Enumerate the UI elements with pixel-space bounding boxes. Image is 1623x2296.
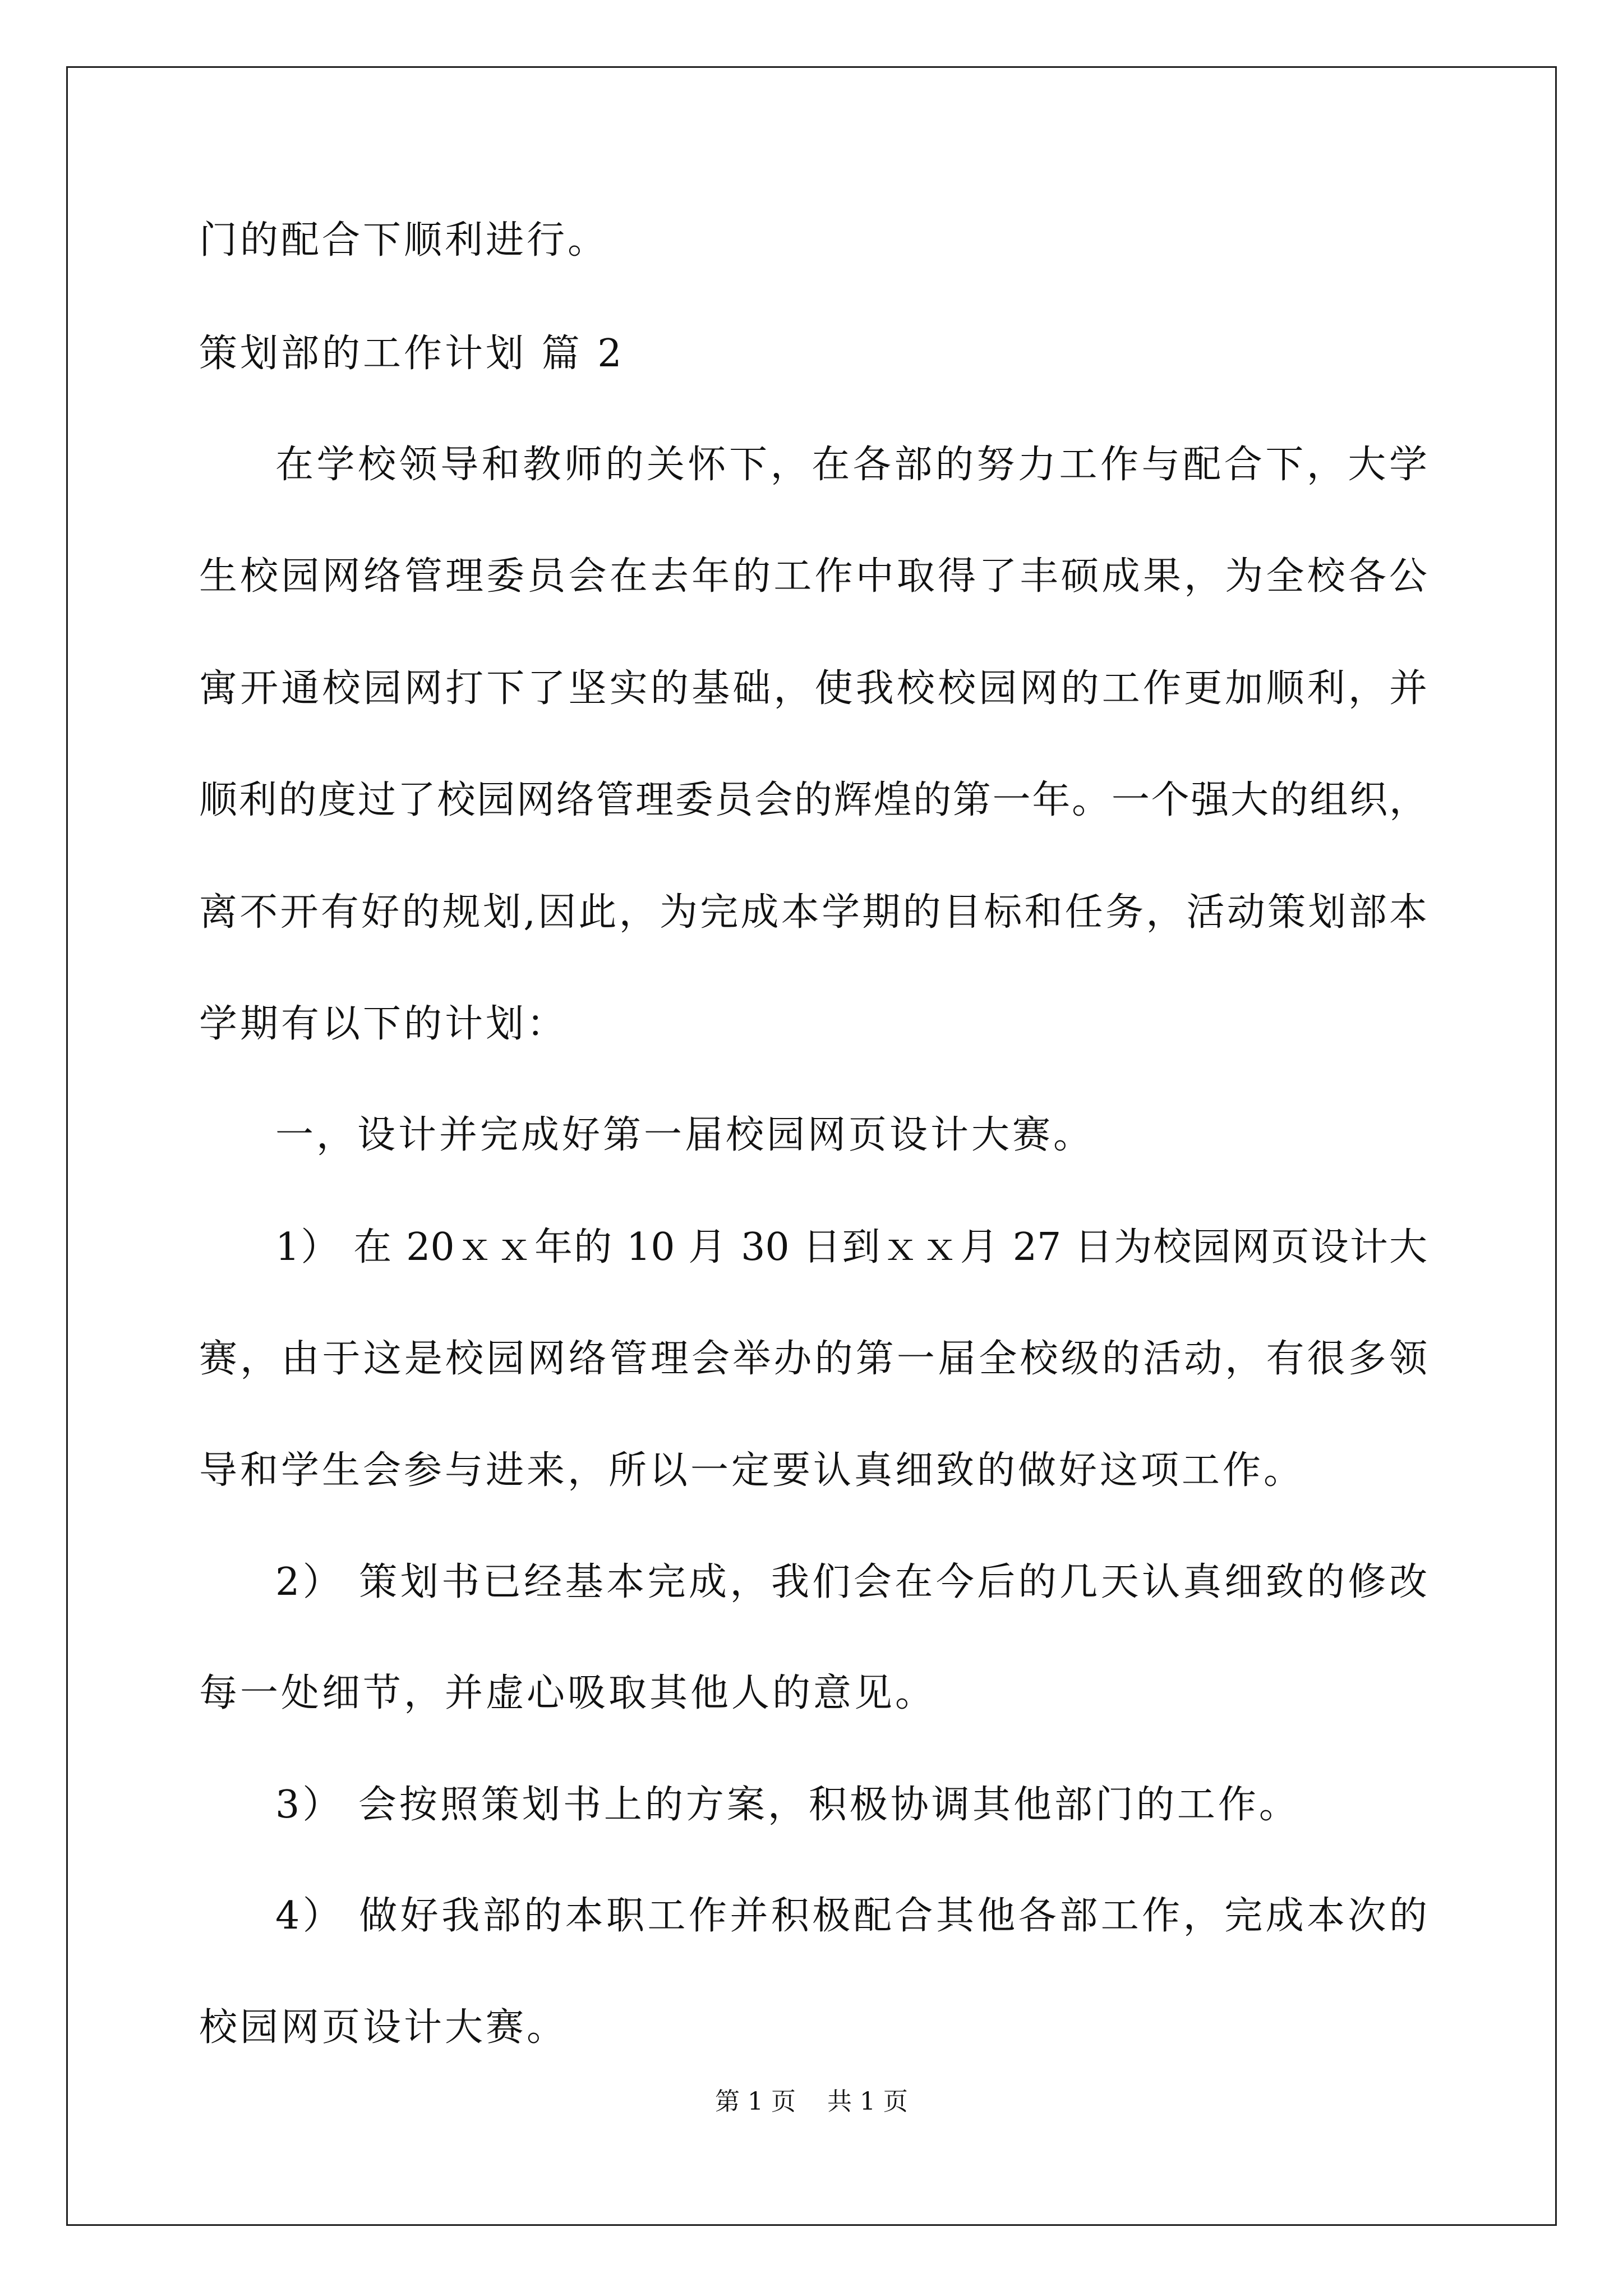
- paragraph-line: 学期有以下的计划：: [199, 1002, 568, 1046]
- paragraph-line: 寓开通校园网打下了坚实的基础，使我校校园网的工作更加顺利，并: [199, 666, 1427, 711]
- section-heading: 策划部的工作计划 篇 2: [199, 332, 625, 376]
- list-item-line: 每一处细节，并虚心吸取其他人的意见。: [199, 1671, 937, 1715]
- list-item-line: 导和学生会参与进来，所以一定要认真细致的做好这项工作。: [199, 1448, 1305, 1493]
- list-heading: 一，设计并完成好第一届校园网页设计大赛。: [275, 1113, 1095, 1157]
- list-item-line: 4） 做好我部的本职工作并积极配合其他各部工作，完成本次的: [275, 1894, 1427, 1938]
- list-item-line: 1） 在 20ｘｘ年的 10 月 30 日到ｘｘ月 27 日为校园网页设计大: [275, 1225, 1427, 1269]
- list-item-line: 赛，由于这是校园网络管理会举办的第一届全校级的活动，有很多领: [199, 1337, 1427, 1381]
- paragraph-line: 离不开有好的规划,因此，为完成本学期的目标和任务，活动策划部本: [199, 890, 1427, 935]
- paragraph-line: 顺利的度过了校园网络管理委员会的辉煌的第一年。一个强大的组织，: [199, 778, 1427, 822]
- list-item-line: 2） 策划书已经基本完成，我们会在今后的几天认真细致的修改: [275, 1560, 1427, 1604]
- paragraph-line: 生校园网络管理委员会在去年的工作中取得了丰硕成果，为全校各公: [199, 554, 1427, 599]
- list-item-line: 校园网页设计大赛。: [199, 2005, 568, 2050]
- page-number: 第 1 页 共 1 页: [715, 2087, 908, 2116]
- text-line: 门的配合下顺利进行。: [199, 218, 609, 263]
- list-item-line: 3） 会按照策划书上的方案，积极协调其他部门的工作。: [275, 1783, 1300, 1827]
- paragraph-line: 在学校领导和教师的关怀下，在各部的努力工作与配合下，大学: [275, 443, 1427, 487]
